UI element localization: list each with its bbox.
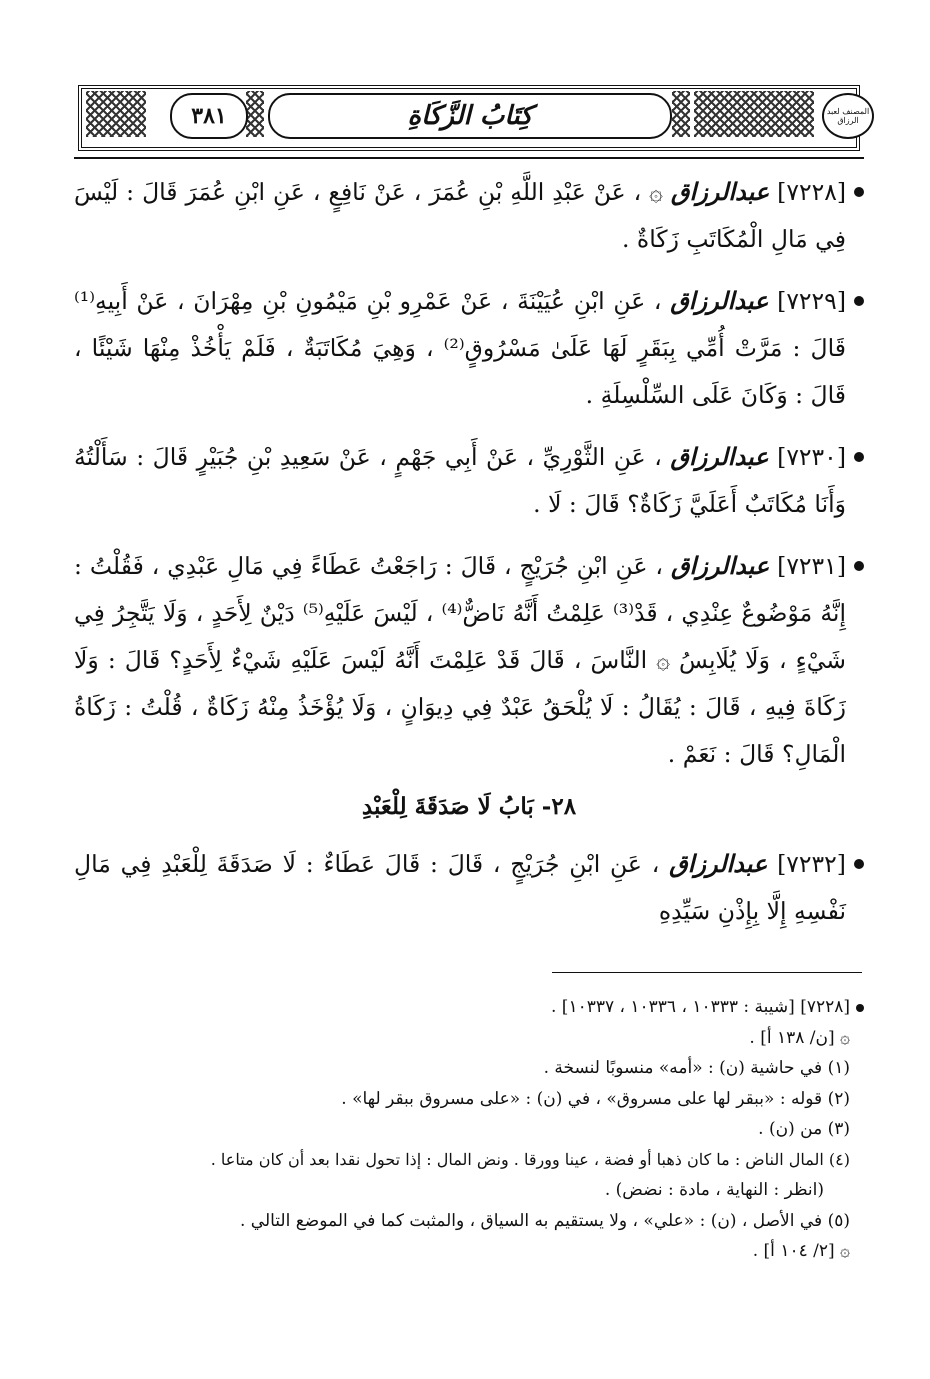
- hadith-number: [٧٢٣١]: [777, 552, 846, 580]
- footnote-3: [74, 1114, 864, 1145]
- hadith-7230: [74, 433, 864, 528]
- hadith-7228: [74, 168, 864, 263]
- hadith-number: [٧٢٢٩]: [777, 287, 846, 315]
- footnote-manuscript: [74, 1023, 864, 1054]
- hadith-text: ، عَنِ ابْنِ جُرَيْجٍ ، قَالَ : رَاجَعْتُ عَطَاءً فِي مَالِ عَبْدِي ، فَقُلْتُ : إِنَّهُ مَوْضُوعٌ عِنْدِي ، قَدْ⁽³⁾ عَلِمْتُ أَنَّهُ نَاضٌّ⁽⁴⁾ ، لَيْسَ عَلَيْهِ⁽⁵⁾ دَيْنٌ لِأَحَدٍ ، وَلَا يَتَّجِرُ فِي شَيْءٍ ، وَلَا يُلَابِسُ ۞ النَّاسَ ، قَالَ قَدْ عَلِمْتَ أَنَّهُ لَيْسَ عَلَيْهِ شَيْءٌ لِأَحَدٍ؟ قَالَ : وَلَا زَكَاةَ فِيهِ ، قَالَ : يُقَالُ : لَا يُلْحَقُ عَبْدٌ فِي دِيوَانٍ ، وَلَا يُؤْخَذُ مِنْهُ زَكَاةٌ ، قُلْتُ : زَكَاةُ الْمَالِ؟ قَالَ : نَعَمْ .: [74, 552, 846, 768]
- header-rule: [74, 157, 864, 159]
- footnote-rule: [552, 972, 862, 973]
- book-title: كِتَابُ الزَّكَاةِ: [407, 101, 533, 131]
- footnote-text: (انظر : النهاية ، مادة : نضض) .: [604, 1180, 824, 1200]
- footnote-text: [٧٢٢٨] [شيبة : ١٠٣٣٣ ، ١٠٣٣٦ ، ١٠٣٣٧] .: [550, 997, 850, 1017]
- hadith-author: عبدالرزاق: [670, 551, 770, 580]
- footnote-text: ۞ [ن/ ١٣٨ أ] .: [749, 1027, 850, 1048]
- footnote-reference: [74, 992, 864, 1023]
- bullet-icon: [854, 452, 864, 462]
- hadith-author: عبدالرزاق: [669, 849, 768, 878]
- ornament-mid-left: [246, 91, 264, 137]
- hadith-text: ، عَنِ ابْنِ عُيَيْنَةَ ، عَنْ عَمْرِو بْنِ مَيْمُونِ بْنِ مِهْرَانَ ، عَنْ أَبِيهِ⁽¹⁾ قَالَ : مَرَّتْ أُمِّي بِبَقَرٍ لَهَا عَلَىٰ مَسْرُوقٍ⁽²⁾ ، وَهِيَ مُكَاتَبَةٌ ، فَلَمْ يَأْخُذْ مِنْهَا شَيْئًا ، قَالَ : وَكَانَ عَلَى السِّلْسِلَةِ .: [74, 287, 846, 409]
- footnote-text: (٥) في الأصل ، (ن) : «علي» ، ولا يستقيم به السياق ، والمثبت كما في الموضع التالي .: [239, 1210, 850, 1231]
- page-number: ٣٨١: [191, 103, 227, 129]
- hadith-text: ، عَنِ الثَّوْرِيِّ ، عَنْ أَبِي جَهْمٍ ، عَنْ سَعِيدِ بْنِ جُبَيْرٍ قَالَ : سَأَلْتُهُ وَأَنَا مُكَاتَبٌ أَعَلَيَّ زَكَاةٌ؟ قَالَ : لَا .: [74, 443, 846, 518]
- footnote-text: ۞ [٢/ ١٠٤ أ] .: [752, 1241, 850, 1261]
- hadith-number: [٧٢٣٠]: [777, 443, 846, 471]
- hadith-text: ۞ ، عَنْ عَبْدِ اللَّهِ بْنِ عُمَرَ ، عَنْ نَافِعٍ ، عَنِ ابْنِ عُمَرَ قَالَ : لَيْسَ فِي مَالِ الْمُكَاتَبِ زَكَاةٌ .: [74, 178, 846, 253]
- page-number-cartouche: [170, 93, 248, 139]
- footnote-4-continued: [74, 1175, 864, 1206]
- main-text: [74, 168, 864, 949]
- page-header: [78, 85, 870, 151]
- footnote-1: [74, 1053, 864, 1084]
- hadith-7231: [74, 542, 864, 778]
- bullet-icon: [854, 296, 864, 306]
- chapter-heading: ٢٨- بَابُ لَا صَدَقَةَ لِلْعَبْدِ: [361, 793, 577, 820]
- hadith-7229: [74, 277, 864, 419]
- hadith-author: عبدالرزاق: [670, 177, 770, 206]
- footnote-2: [74, 1084, 864, 1115]
- bullet-icon: [856, 1004, 864, 1012]
- hadith-author: عبدالرزاق: [670, 442, 769, 471]
- footnote-5: [74, 1206, 864, 1237]
- footnote-text: (٢) قوله : «ببقر لها على مسروق» ، في (ن) : «على مسروق ببقر لها» .: [341, 1088, 850, 1109]
- ornament-right: [694, 91, 814, 137]
- seal-logo: [822, 93, 874, 139]
- ornament-mid-right: [672, 91, 690, 137]
- footnote-text: (٤) المال الناض : ما كان ذهبا أو فضة ، عينا وورقا . ونض المال : إذا تحول نقدا بعد أن كان متاعا .: [210, 1149, 850, 1169]
- footnote-text: (٣) من (ن) .: [758, 1119, 850, 1139]
- footnote-text: (١) في حاشية (ن) : «أمه» منسوبًا لنسخة .: [543, 1058, 850, 1078]
- footnote-manuscript-2: [74, 1236, 864, 1267]
- hadith-number: [٧٢٣٢]: [777, 850, 846, 878]
- hadith-author: عبدالرزاق: [670, 286, 769, 315]
- footnote-4: [74, 1145, 864, 1176]
- hadith-number: [٧٢٢٨]: [777, 178, 846, 206]
- bullet-icon: [854, 187, 864, 197]
- bullet-icon: [854, 561, 864, 571]
- hadith-text: ، عَنِ ابْنِ جُرَيْجٍ ، قَالَ : قَالَ عَطَاءٌ : لَا صَدَقَةَ لِلْعَبْدِ فِي مَالِ نَفْسِهِ إِلَّا بِإِذْنِ سَيِّدِهِ: [74, 850, 846, 925]
- bullet-icon: [854, 859, 864, 869]
- ornament-left: [86, 91, 146, 137]
- footnotes: [74, 992, 864, 1267]
- title-cartouche: [268, 93, 672, 139]
- hadith-7232: [74, 840, 864, 935]
- seal-text: المصنف لعبد الرزاق: [826, 107, 870, 125]
